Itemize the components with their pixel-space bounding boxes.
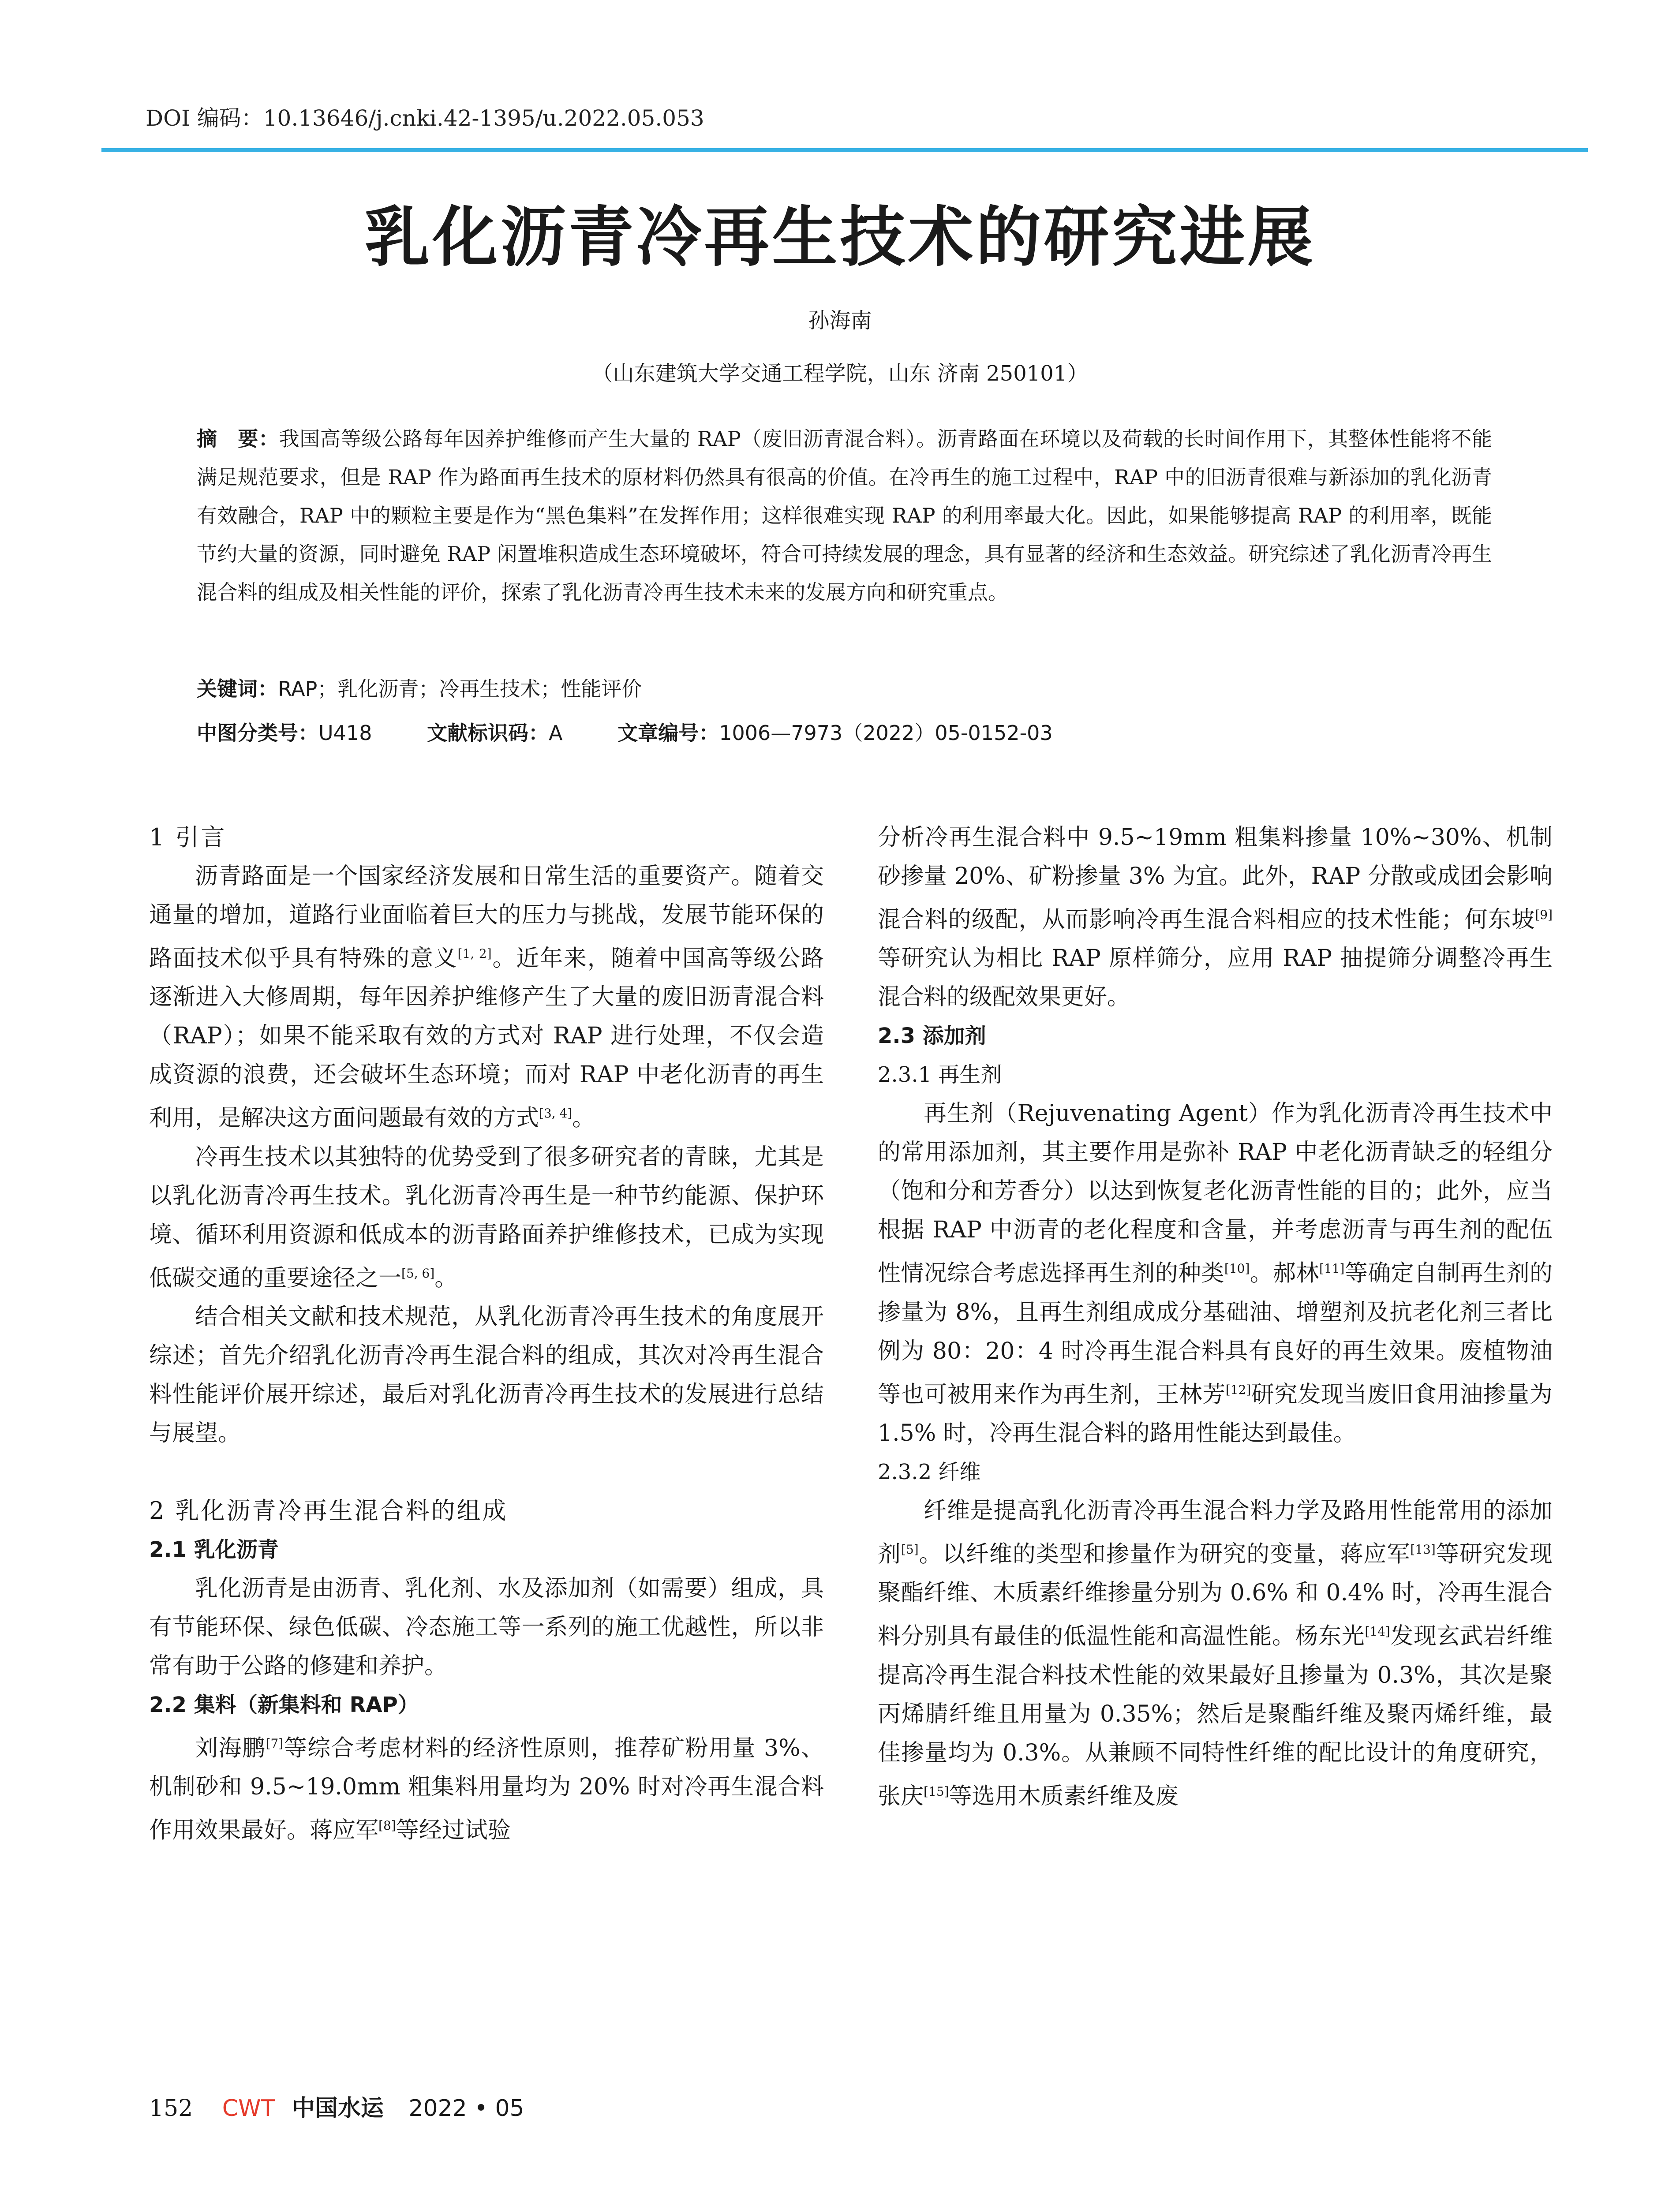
keywords-label: 关键词：: [197, 677, 278, 701]
author: 孙海南: [808, 308, 872, 333]
paragraph: 再生剂（Rejuvenating Agent）作为乳化沥青冷再生技术中的常用添加剂，其主要作用是弥补 RAP 中老化沥青缺乏的轻组分（饱和分和芳香分）以达到恢复老化沥青性能的目的；此外，应当根据 RAP 中沥青的老化程度和含量，并考虑沥青与再生剂的配伍性情况综合考虑选择再生剂的种类[10]。郝林[11]等确定自制再生剂的掺量为 8%，且再生剂组成成分基础油、增塑剂及抗老化剂三者比例为 80：20：4 时冷再生混合料具有良好的再生效果。废植物油等也可被用来作为再生剂，王林芳[12]研究发现当废旧食用油掺量为 1.5% 时，冷再生混合料的路用性能达到最佳。: [878, 1100, 1553, 1446]
article-no-value: 1006—7973（2022）05-0152-03: [719, 721, 1053, 745]
right-column: [878, 818, 1553, 1816]
subsection-heading-2-3: 2.3 添加剂: [878, 1024, 986, 1049]
subsection-heading-2-1: 2.1 乳化沥青: [149, 1537, 279, 1562]
doi-line: DOI 编码：10.13646/j.cnki.42-1395/u.2022.05.053: [146, 105, 704, 131]
section-heading-1: 1 引言: [149, 823, 227, 851]
abstract: [197, 420, 1492, 612]
citation: [11]: [1319, 1261, 1345, 1276]
subsection-heading-2-2: 2.2 集料（新集料和 RAP）: [149, 1692, 419, 1717]
abstract-label: 摘 要：: [197, 427, 279, 451]
paper-title: 乳化沥青冷再生技术的研究进展: [364, 199, 1316, 275]
citation: [3, 4]: [539, 1106, 572, 1121]
doc-code-value: A: [549, 721, 563, 745]
paragraph: 分析冷再生混合料中 9.5~19mm 粗集料掺量 10%~30%、机制砂掺量 20%、矿粉掺量 3% 为宜。此外，RAP 分散或成团会影响混合料的级配，从而影响冷再生混合料相应的技术性能；何东坡[9]等研究认为相比 RAP 原样筛分，应用 RAP 抽提筛分调整冷再生混合料的级配效果更好。: [878, 824, 1553, 1011]
subsubsection-heading-2-3-1: 2.3.1 再生剂: [878, 1062, 1002, 1088]
affiliation: （山东建筑大学交通工程学院，山东 济南 250101）: [591, 361, 1089, 386]
keywords: [197, 673, 1492, 702]
left-column: [149, 818, 824, 1850]
citation: [9]: [1535, 908, 1553, 922]
paragraph: 乳化沥青是由沥青、乳化剂、水及添加剂（如需要）组成，具有节能环保、绿色低碳、冷态施工等一系列的施工优越性，所以非常有助于公路的修建和养护。: [149, 1575, 824, 1679]
citation: [12]: [1225, 1382, 1251, 1397]
citation: [10]: [1224, 1261, 1250, 1276]
section-heading-2: 2 乳化沥青冷再生混合料的组成: [149, 1496, 508, 1525]
clc-value: U418: [318, 721, 372, 745]
abstract-text: 我国高等级公路每年因养护维修而产生大量的 RAP（废旧沥青混合料）。沥青路面在环境以及荷载的长时间作用下，其整体性能将不能满足规范要求，但是 RAP 作为路面再生技术的原材料仍然具有很高的价值。在冷再生的施工过程中，RAP 中的旧沥青很难与新添加的乳化沥青有效融合，RAP 中的颗粒主要是作为“黑色集料”在发挥作用；这样很难实现 RAP 的利用率最大化。因此，如果能够提高 RAP 的利用率，既能节约大量的资源，同时避免 RAP 闲置堆积造成生态环境破坏，符合可持续发展的理念，具有显著的经济和生态效益。研究综述了乳化沥青冷再生混合料的组成及相关性能的评价，探索了乳化沥青冷再生技术未来的发展方向和研究重点。: [197, 427, 1492, 604]
citation: [14]: [1365, 1624, 1390, 1639]
paragraph: 沥青路面是一个国家经济发展和日常生活的重要资产。随着交通量的增加，道路行业面临着巨大的压力与挑战，发展节能环保的路面技术似乎具有特殊的意义[1, 2]。近年来，随着中国高等级公路逐渐进入大修周期，每年因养护维修产生了大量的废旧沥青混合料（RAP）；如果不能采取有效的方式对 RAP 进行处理，不仅会造成资源的浪费，还会破坏生态环境；而对 RAP 中老化沥青的再生利用，是解决这方面问题最有效的方式[3, 4]。: [149, 863, 824, 1132]
issue-number: 2022 • 05: [408, 2095, 524, 2122]
journal-name: 中国水运: [292, 2095, 384, 2122]
citation: [8]: [378, 1818, 396, 1833]
doc-code-label: 文献标识码：: [427, 721, 549, 745]
keywords-text: RAP；乳化沥青；冷再生技术；性能评价: [278, 677, 642, 701]
subsubsection-heading-2-3-2: 2.3.2 纤维: [878, 1459, 981, 1484]
paragraph: 结合相关文献和技术规范，从乳化沥青冷再生技术的角度展开综述；首先介绍乳化沥青冷再生混合料的组成，其次对冷再生混合料性能评价展开综述，最后对乳化沥青冷再生技术的发展进行总结与展望。: [149, 1303, 824, 1446]
page-footer: [149, 2089, 524, 2123]
classification-line: [197, 717, 1492, 746]
citation: [1, 2]: [457, 946, 492, 961]
paragraph: 刘海鹏[7]等综合考虑材料的经济性原则，推荐矿粉用量 3%、机制砂和 9.5~19.0mm 粗集料用量均为 20% 时对冷再生混合料作用效果最好。蒋应军[8]等经过试验: [149, 1735, 824, 1844]
header-rule: [101, 148, 1588, 152]
brand-logo: CWT: [222, 2095, 275, 2122]
citation: [7]: [266, 1736, 284, 1751]
citation: [13]: [1410, 1542, 1436, 1557]
page-number: 152: [149, 2095, 193, 2122]
citation: [5, 6]: [401, 1266, 435, 1281]
citation: [15]: [924, 1784, 949, 1799]
clc-label: 中图分类号：: [197, 721, 318, 745]
article-no-label: 文章编号：: [617, 721, 719, 745]
paragraph: 纤维是提高乳化沥青冷再生混合料力学及路用性能常用的添加剂[5]。以纤维的类型和掺量作为研究的变量，蒋应军[13]等研究发现聚酯纤维、木质素纤维掺量分别为 0.6% 和 0.4% 时，冷再生混合料分别具有最佳的低温性能和高温性能。杨东光[14]发现玄武岩纤维提高冷再生混合料技术性能的效果最好且掺量为 0.3%，其次是聚丙烯腈纤维且用量为 0.35%；然后是聚酯纤维及聚丙烯纤维，最佳掺量均为 0.3%。从兼顾不同特性纤维的配比设计的角度研究，张庆[15]等选用木质素纤维及废: [878, 1497, 1553, 1809]
paragraph: 冷再生技术以其独特的优势受到了很多研究者的青睐，尤其是以乳化沥青冷再生技术。乳化沥青冷再生是一种节约能源、保护环境、循环利用资源和低成本的沥青路面养护维修技术，已成为实现低碳交通的重要途径之一[5, 6]。: [149, 1144, 824, 1291]
citation: [5]: [901, 1542, 919, 1557]
